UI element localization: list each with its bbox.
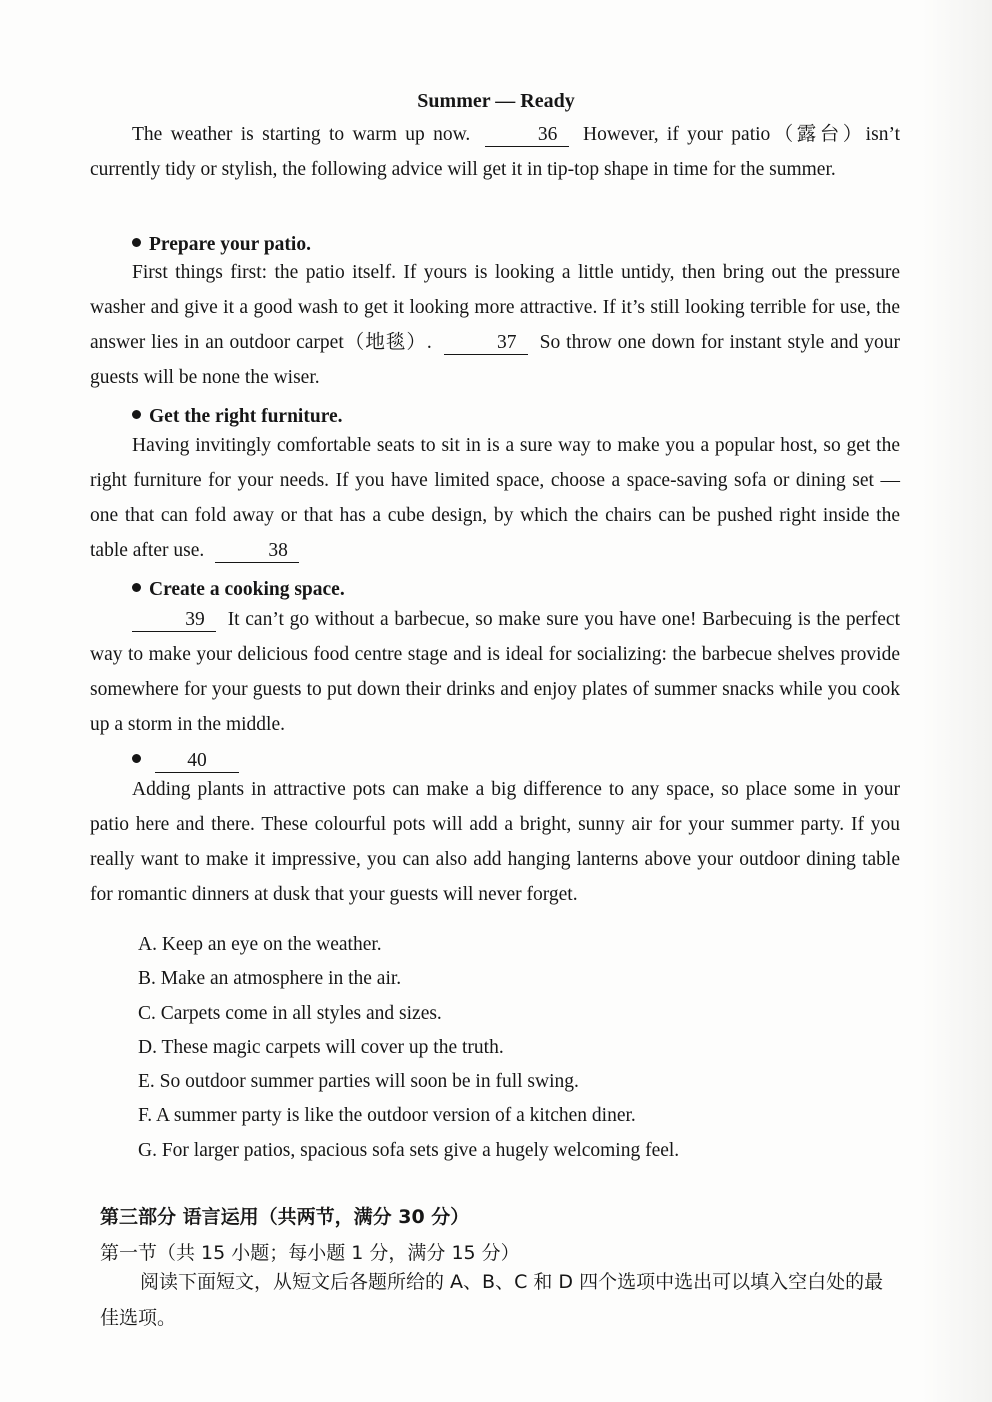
section1-text-after: So throw one down for instant style and your guests will be none the wiser.: [90, 332, 901, 388]
section4-text: Adding plants in attractive pots can make a big difference to any space, so place some in your patio here and there. These colourful pots will add a bright, sunny air for your summer party. If you really want to make it impressive, you can also add hanging lanterns above your outdoor dining table for romantic dinners at dusk that your guests will never forget.: [90, 779, 900, 905]
section-heading-cooking: [132, 575, 345, 605]
bullet-icon: [132, 583, 141, 592]
bullet-icon: [132, 754, 141, 763]
part3-heading: 第三部分 语言运用（共两节，满分 30 分）: [100, 1206, 470, 1228]
section-heading-label: Get the right furniture.: [149, 406, 343, 427]
option-e: E. So outdoor summer parties will soon be in full swing.: [138, 1071, 579, 1093]
option-b: B. Make an atmosphere in the air.: [138, 968, 402, 990]
section-heading-label: Create a cooking space.: [149, 579, 345, 600]
section2-paragraph: [90, 428, 900, 568]
answer-options: [138, 928, 679, 1168]
option-c: C. Carpets come in all styles and sizes.: [138, 1002, 442, 1024]
scan-shadow: [922, 0, 992, 1402]
option-f: F. A summer party is like the outdoor version of a kitchen diner.: [138, 1105, 636, 1127]
blank-36: 36: [485, 124, 569, 147]
part3-subheading: 第一节（共 15 小题；每小题 1 分，满分 15 分）: [100, 1242, 520, 1264]
section1-text-before: First things first: the patio itself. If yours is looking a little untidy, then bring out the pressure washer and give it a good wash to get it looking more attractive. If it’s still looking terrible for use, the answer lies in an outdoor carpet（地毯）.: [90, 262, 900, 353]
part3-instruction: 阅读下面短文，从短文后各题所给的 A、B、C 和 D 四个选项中选出可以填入空白处的最佳选项。: [100, 1271, 884, 1329]
passage-title: Summer — Ready: [417, 90, 575, 112]
section-heading-label: Prepare your patio.: [149, 234, 311, 255]
section3-paragraph: [90, 602, 900, 742]
section4-paragraph: [90, 772, 900, 912]
blank-40: 40: [155, 750, 239, 773]
intro-text-after: However, if your patio（露台）isn’t currently tidy or stylish, the following advice will get it in tip-top shape in time for the summer.: [90, 124, 901, 180]
option-d: D. These magic carpets will cover up the truth.: [138, 1036, 504, 1058]
section3-text: It can’t go without a barbecue, so make sure you have one! Barbecuing is the perfect way to make your delicious food centre stage and is ideal for socializing: the barbecue shelves provide somewhere for your guests to put down their drinks and enjoy plates of summer snacks while you cook up a storm in the middle.: [90, 609, 901, 735]
option-a: A. Keep an eye on the weather.: [138, 934, 382, 955]
blank-38: 38: [215, 540, 299, 563]
blank-37: 37: [444, 332, 528, 355]
intro-paragraph: [90, 117, 900, 187]
option-g: G. For larger patios, spacious sofa sets give a hugely welcoming feel.: [138, 1139, 680, 1161]
bullet-icon: [132, 238, 141, 247]
blank-39: 39: [132, 609, 216, 632]
section1-paragraph: [90, 255, 900, 395]
intro-text-before: The weather is starting to warm up now.: [132, 124, 471, 145]
section2-text: Having invitingly comfortable seats to sit in is a sure way to make you a popular host, so get the right furniture for your needs. If you have limited space, choose a space-saving sofa or dining set — one that can fold away or that has a cube design, by which the chairs can be pushed right inside the table after use.: [90, 435, 900, 561]
bullet-icon: [132, 410, 141, 419]
